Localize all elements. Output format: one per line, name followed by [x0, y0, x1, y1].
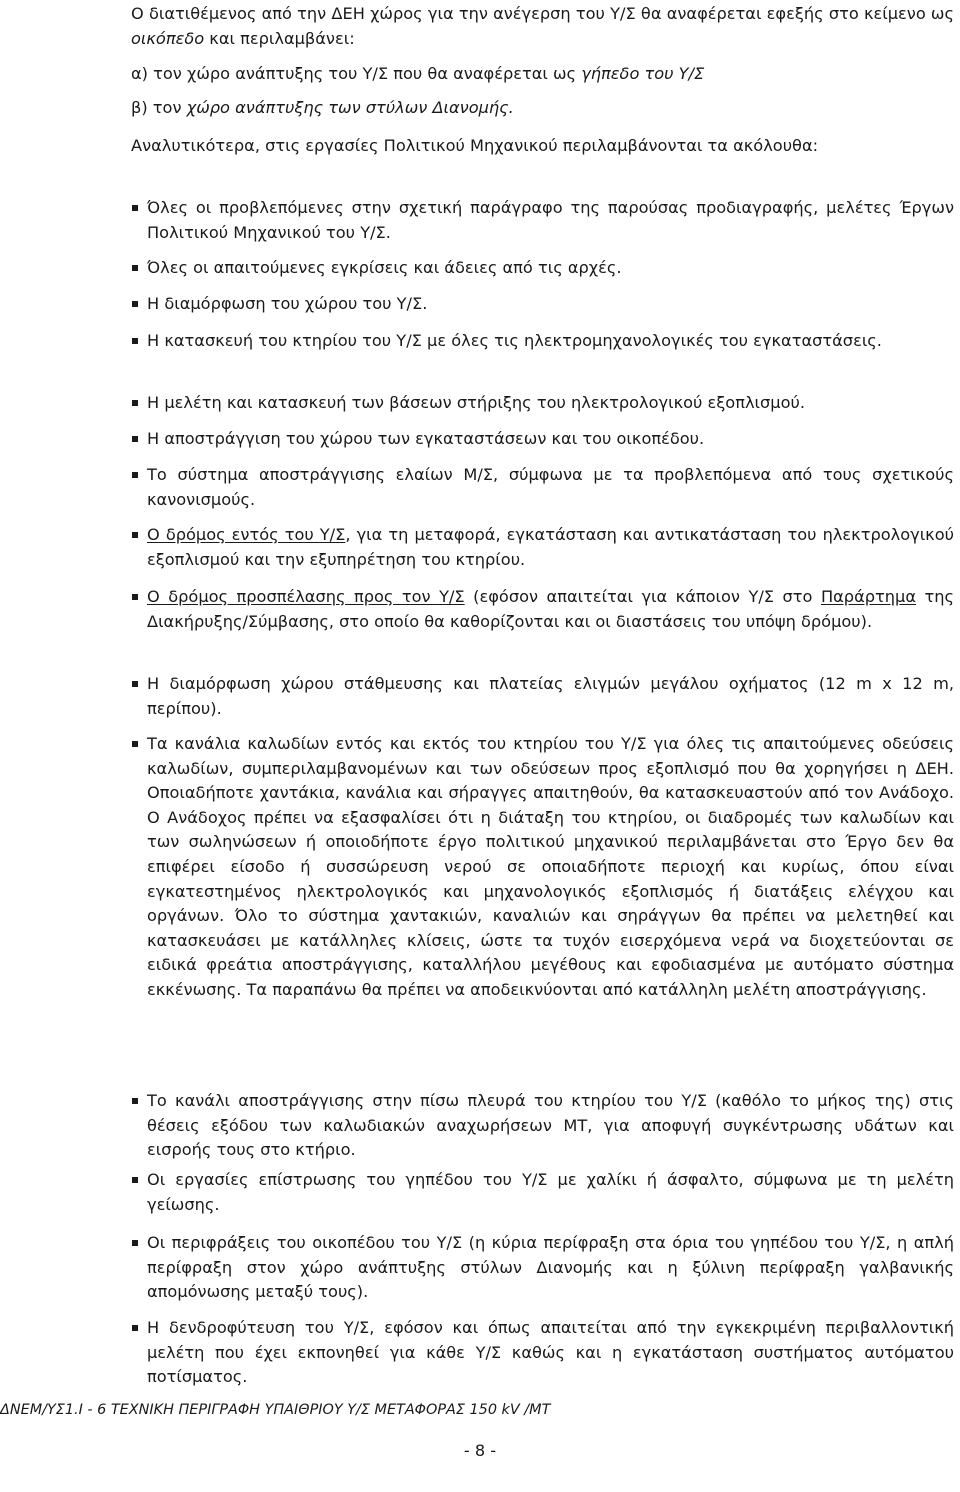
list-item-text: Η διαμόρφωση χώρου στάθμευσης και πλατείας ελιγμών μεγάλου οχήματος (12 m x 12 m, περίπου).: [147, 674, 954, 718]
list-item-text: (εφόσον απαιτείται για κάποιον Υ/Σ στο: [464, 587, 821, 606]
item-a-text: α) τον χώρο ανάπτυξης του Υ/Σ που θα αναφέρεται ως: [131, 64, 582, 83]
bullet-icon: [132, 301, 138, 307]
list-item-text: Η κατασκευή του κτηρίου του Υ/Σ με όλες τις ηλεκτρομηχανολογικές του εγκαταστάσεις.: [147, 331, 882, 350]
list-item-text-end: της Διακήρυξης/Σύμβασης, στο οποίο θα καθορίζονται και οι διαστάσεις του υπόψη δρόμου).: [147, 587, 955, 631]
road-inside-link-text: Ο δρόμος εντός του Υ/Σ: [147, 525, 346, 544]
list-item: [147, 292, 954, 317]
list-item-text: Όλες οι προβλεπόμενες στην σχετική παράγραφο της παρούσας προδιαγραφής, μελέτες Έργων Πολιτικού Μηχανικού του Υ/Σ.: [147, 198, 954, 242]
item-b-italic: χώρο ανάπτυξης των στύλων Διανομής.: [186, 98, 514, 117]
bullet-icon: [132, 1098, 138, 1104]
bullet-icon: [132, 741, 138, 747]
list-item: [147, 523, 954, 572]
list-item: [147, 391, 954, 416]
list-item: [147, 1168, 954, 1217]
list-item: [147, 427, 954, 452]
list-item: [147, 1231, 954, 1305]
bullet-icon: [132, 594, 138, 600]
intro-paragraph: [131, 2, 954, 51]
bullet-icon: [132, 338, 138, 344]
list-item: [147, 196, 954, 245]
list-item: [147, 463, 954, 512]
bullet-icon: [132, 532, 138, 538]
list-item: [147, 1316, 954, 1390]
list-item-text: , για τη μεταφορά, εγκατάσταση και αντικατάσταση του ηλεκτρολογικού εξοπλισμού και την εξυπηρέτηση του κτηρίου.: [147, 525, 954, 569]
footer-doc-reference: ΔΝΕΜ/ΥΣ1.Ι - 6 ΤΕΧΝΙΚΗ ΠΕΡΙΓΡΑΦΗ ΥΠΑΙΘΡΙΟΥ Υ/Σ ΜΕΤΑΦΟΡΑΣ 150 kV /ΜΤ: [0, 1402, 551, 1418]
list-item: [147, 672, 954, 721]
item-b: [131, 96, 954, 121]
page-number: - 8 -: [463, 1441, 497, 1460]
detail-paragraph: Αναλυτικότερα, στις εργασίες Πολιτικού Μηχανικού περιλαμβάνονται τα ακόλουθα:: [131, 136, 819, 155]
item-a-italic: γήπεδο του Υ/Σ: [581, 64, 705, 83]
list-item-text: Η δενδροφύτευση του Υ/Σ, εφόσον και όπως απαιτείται από την εγκεκριμένη περιβαλλοντική μελέτη που έχει εκπονηθεί για κάθε Υ/Σ καθώς και η εγκατάσταση συστήματος αυτόματου ποτίσματος.: [147, 1318, 954, 1387]
bullet-icon: [132, 1325, 138, 1331]
list-item-text: Οι εργασίες επίστρωσης του γηπέδου του Υ/Σ με χαλίκι ή άσφαλτο, σύμφωνα με τη μελέτη γείωσης.: [147, 1170, 954, 1214]
bullet-icon: [132, 265, 138, 271]
bullet-icon: [132, 1177, 138, 1183]
list-item-text: Η μελέτη και κατασκευή των βάσεων στήριξης του ηλεκτρολογικού εξοπλισμού.: [147, 393, 805, 412]
item-b-text: β) τον: [131, 98, 187, 117]
list-item: [147, 1089, 954, 1163]
bullet-icon: [132, 400, 138, 406]
list-item-text: Οι περιφράξεις του οικοπέδου του Υ/Σ (η κύρια περίφραξη στα όρια του γηπέδου του Υ/Σ, η απλή περίφραξη στον χώρο ανάπτυξης στύλων Διανομής και η ξύλινη περίφραξη γαλβανικής απομόνωσης μεταξύ τους).: [147, 1233, 954, 1302]
bullet-icon: [132, 436, 138, 442]
list-item: [147, 329, 954, 354]
item-a: [131, 62, 954, 87]
list-item-text: Το κανάλι αποστράγγισης στην πίσω πλευρά του κτηρίου του Υ/Σ (καθόλο το μήκος της) στις θέσεις εξόδου των καλωδιακών αναχωρήσεων ΜΤ, για αποφυγή συγκέντρωσης υδάτων και εισροής τους στο κτήριο.: [147, 1091, 954, 1160]
list-item-text: Το σύστημα αποστράγγισης ελαίων Μ/Σ, σύμφωνα με τα προβλεπόμενα από τους σχετικούς κανονισμούς.: [147, 465, 954, 509]
intro-text: Ο διατιθέμενος από την ΔΕΗ χώρος για την ανέγερση του Υ/Σ θα αναφέρεται εφεξής στο κείμενο ως: [131, 4, 954, 23]
list-item-text: Η διαμόρφωση του χώρου του Υ/Σ.: [147, 294, 428, 313]
bullet-icon: [132, 1240, 138, 1246]
list-item: [147, 585, 954, 634]
list-item-text: Η αποστράγγιση του χώρου των εγκαταστάσεων και του οικοπέδου.: [147, 429, 705, 448]
list-item: [147, 732, 954, 1003]
appendix-text: Παράρτημα: [820, 587, 916, 606]
bullet-icon: [132, 472, 138, 478]
intro-text-end: και περιλαμβάνει:: [204, 28, 355, 48]
list-item: [147, 256, 954, 281]
access-road-text: Ο δρόμος προσπέλασης προς τον Υ/Σ: [147, 587, 465, 606]
list-item-text: Όλες οι απαιτούμενες εγκρίσεις και άδειες από τις αρχές.: [147, 258, 622, 277]
bullet-icon: [132, 681, 138, 687]
bullet-icon: [132, 205, 138, 211]
list-item-text: Τα κανάλια καλωδίων εντός και εκτός του κτηρίου του Υ/Σ για όλες τις απαιτούμενες οδεύσεις καλωδίων, συμπεριλαμβανομένων και των οδεύσεων προς εξοπλισμό που θα χορηγήσει η ΔΕΗ. Οποιαδήποτε χαντάκια, κανάλια και σήραγγες απαιτηθούν, θα κατασκευαστούν από τον Ανάδοχο. Ο Ανάδοχος πρέπει να εξασφαλίσει ότι η διάταξη του κτηρίου, οι διαδρομές των καλωδίων και των σωληνώσεων ή οποιοδήποτε έργο πολιτικού μηχανικού περιλαμβάνεται στο Έργο δεν θα επιφέρει είσοδο ή συσσώρευση νερού σε οποιαδήποτε περιοχή και κυρίως, όπου είναι εγκατεστημένος ηλεκτρολογικός και μηχανολογικός εξοπλισμός ή διατάξεις ελέγχου και οργάνων. Όλο το σύστημα χαντακιών, καναλιών και σηράγγων θα πρέπει να μελετηθεί και κατασκευάσει με κατάλληλες κλίσεις, ώστε τα τυχόν εισερχόμενα νερά να διοχετεύονται σε ειδικά φρεάτια αποστράγγισης, καταλλήλου μεγέθους και εφοδιασμένα με αυτόματο σύστημα εκκένωσης. Τα παραπάνω θα πρέπει να αποδεικνύονται από κατάλληλη μελέτη αποστράγγισης.: [147, 734, 954, 999]
intro-italic-term: οικόπεδο: [131, 28, 205, 48]
